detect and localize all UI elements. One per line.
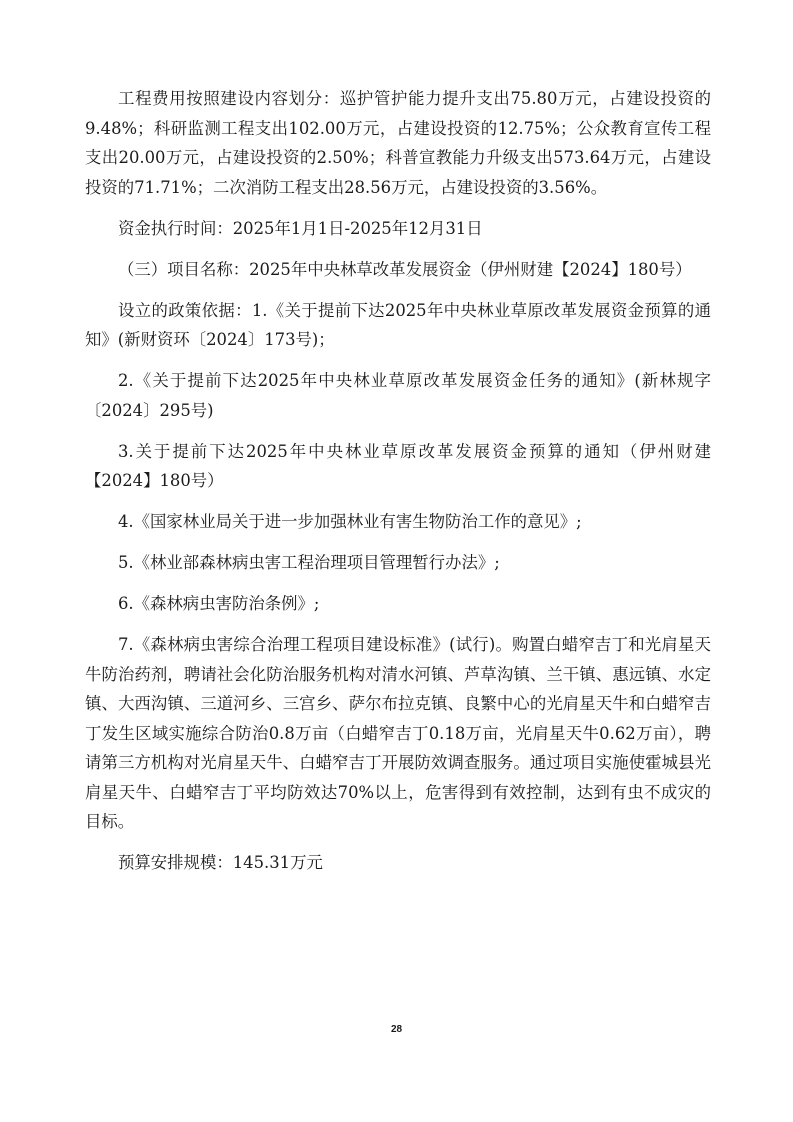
document-body	[85, 84, 711, 889]
paragraph-execution-time: 资金执行时间：2025年1月1日-2025年12月31日	[118, 218, 483, 238]
paragraph-policy-basis-2: 2.《关于提前下达2025年中央林业草原改革发展资金任务的通知》(新林规字〔2024〕295号)	[85, 371, 711, 420]
paragraph-policy-basis-6: 6.《森林病虫害防治条例》;	[118, 594, 320, 613]
paragraph-policy-basis-3: 3.关于提前下达2025年中央林业草原改革发展资金预算的通知（伊州财建【2024】180号）	[85, 441, 711, 490]
paragraph-policy-basis-5: 5.《林业部森林病虫害工程治理项目管理暂行办法》;	[118, 553, 500, 572]
page-number: 28	[390, 1024, 403, 1035]
paragraph-budget-scale: 预算安排规模：145.31万元	[118, 853, 323, 872]
paragraph-cost-breakdown: 工程费用按照建设内容划分：巡护管护能力提升支出75.80万元，占建设投资的9.48%；科研监测工程支出102.00万元，占建设投资的12.75%；公众教育宣传工程支出20.00万元，占建设投资的2.50%；科普宣教能力升级支出573.64万元，占建设投资的71.71%；二次消防工程支出28.56万元，占建设投资的3.56%。	[85, 89, 711, 197]
paragraph-policy-basis-4: 4.《国家林业局关于进一步加强林业有害生物防治工作的意见》;	[118, 512, 582, 531]
paragraph-project-name: （三）项目名称：2025年中央林草改革发展资金（伊州财建【2024】180号）	[118, 259, 692, 279]
paragraph-policy-basis-7: 7.《森林病虫害综合治理工程项目建设标准》(试行)。购置白蜡窄吉丁和光肩星天牛防治药剂，聘请社会化防治服务机构对清水河镇、芦草沟镇、兰干镇、惠远镇、水定镇、大西沟镇、三道河乡、三宫乡、萨尔布拉克镇、良繁中心的光肩星天牛和白蜡窄吉丁发生区域实施综合防治0.8万亩（白蜡窄吉丁0.18万亩，光肩星天牛0.62万亩），聘请第三方机构对光肩星天牛、白蜡窄吉丁开展防效调查服务。通过项目实施使霍城县光肩星天牛、白蜡窄吉丁平均防效达70%以上，危害得到有效控制，达到有虫不成灾的目标。	[85, 635, 711, 831]
paragraph-policy-basis-1: 设立的政策依据：1.《关于提前下达2025年中央林业草原改革发展资金预算的通知》(新财资环〔2024〕173号)；	[85, 300, 711, 349]
